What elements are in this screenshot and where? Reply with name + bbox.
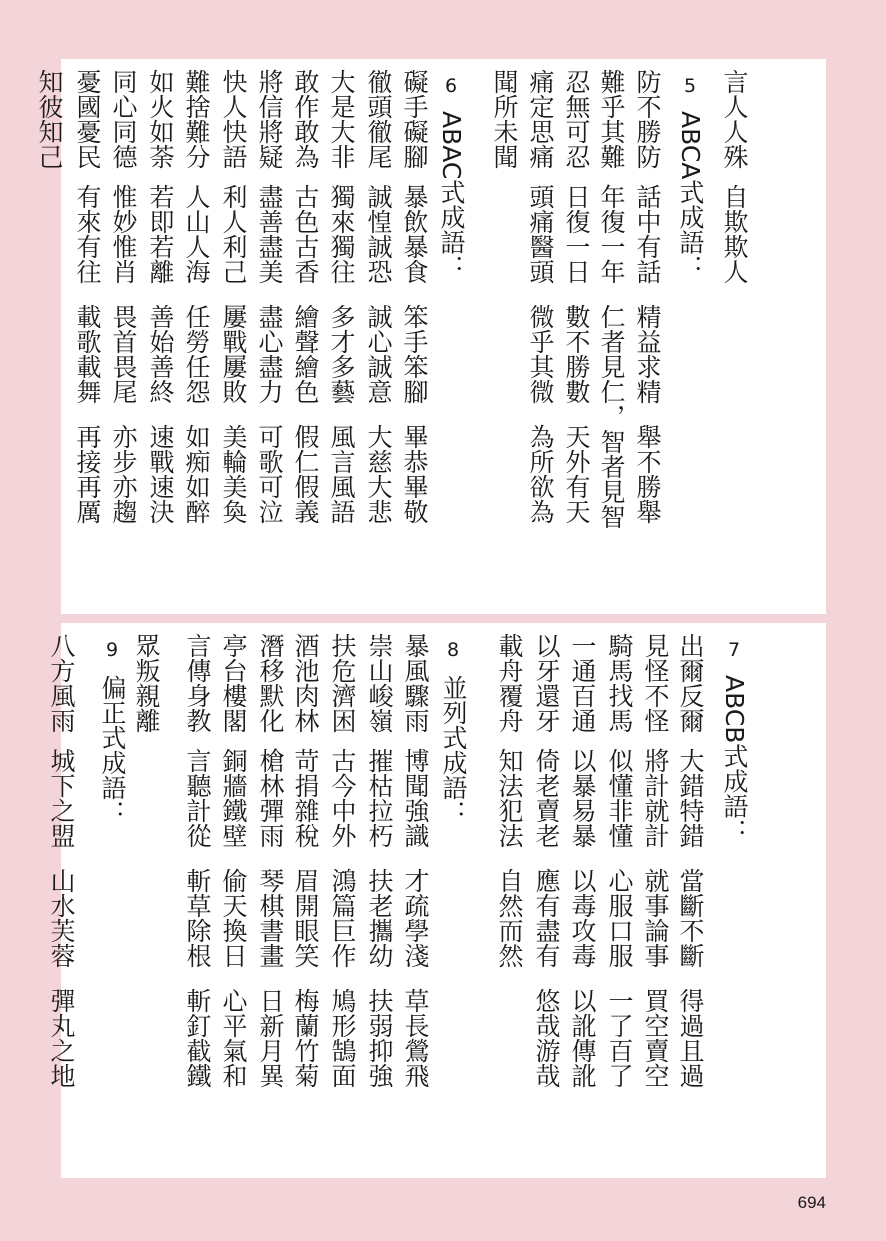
idiom: 日復一日: [562, 184, 591, 284]
idiom: 琴棋書畫: [256, 868, 285, 968]
idiom: 言人人殊: [720, 69, 749, 169]
idiom: 速戰速決: [146, 424, 175, 524]
idiom: 出爾反爾: [676, 633, 705, 733]
top-panel: [35, 59, 826, 614]
idiom: 日新月異: [256, 988, 285, 1088]
idiom: 古色古香: [291, 184, 320, 284]
idiom: 惟妙惟肖: [109, 184, 138, 284]
idiom: 博聞強識: [401, 748, 430, 848]
idiom: 人山人海: [182, 184, 211, 284]
idiom: 年復一年: [597, 184, 626, 284]
section-title: ABCB式成語：: [720, 675, 749, 844]
idiom: 言聽計從: [183, 748, 212, 848]
idiom: 銅牆鐵壁: [219, 748, 248, 848]
idiom: 假仁假義: [291, 424, 320, 524]
idiom: 若即若離: [146, 184, 175, 284]
idiom: 買空賣空: [641, 988, 670, 1088]
idiom: 鴻篇巨作: [328, 868, 357, 968]
idiom: 將計就計: [641, 748, 670, 848]
idiom: 盡心盡力: [255, 304, 284, 404]
idiom: 見怪不怪: [641, 633, 670, 733]
idiom: 以牙還牙: [532, 633, 561, 733]
idiom: 得過且過: [676, 988, 705, 1088]
idiom: 扶弱抑強: [365, 988, 394, 1088]
section-number: 9: [105, 639, 119, 661]
idiom: 頭痛醫頭: [526, 184, 555, 284]
idiom: 如痴如醉: [182, 424, 211, 524]
idiom: 聞所未聞: [490, 69, 519, 169]
idiom: 以訛傳訛: [568, 988, 597, 1088]
idiom: 山水芙蓉: [47, 868, 76, 968]
idiom: 載歌載舞: [73, 304, 102, 404]
idiom: 大錯特錯: [676, 748, 705, 848]
idiom: 眾叛親離: [132, 633, 161, 733]
idiom: 心平氣和: [219, 988, 248, 1088]
idiom: 彈丸之地: [47, 988, 76, 1088]
section-number: 6: [444, 75, 458, 97]
idiom: 才疏學淺: [401, 868, 430, 968]
idiom: 徹頭徹尾: [364, 69, 393, 169]
idiom: 防不勝防: [633, 69, 662, 169]
idiom: 亭台樓閣: [219, 633, 248, 733]
idiom: 礙手礙腳: [400, 69, 429, 169]
idiom: 將信將疑: [255, 69, 284, 169]
idiom: 繪聲繪色: [291, 304, 320, 404]
section-number: 7: [727, 639, 741, 661]
idiom: 潛移默化: [256, 633, 285, 733]
idiom: 善始善終: [146, 304, 175, 404]
idiom: 斬釘截鐵: [183, 988, 212, 1088]
idiom: 精益求精: [633, 304, 662, 404]
section-title: ABAC式成語：: [437, 111, 466, 280]
idiom: 笨手笨腳: [400, 304, 429, 404]
idiom: 多才多藝: [327, 304, 356, 404]
idiom: 草長鶯飛: [401, 988, 430, 1088]
idiom: 暴飲暴食: [400, 184, 429, 284]
idiom: 美輪美奐: [219, 424, 248, 524]
idiom: 鳩形鵠面: [328, 988, 357, 1088]
idiom: 知法犯法: [495, 748, 524, 848]
idiom: 盡善盡美: [255, 184, 284, 284]
idiom: 憂國憂民: [73, 69, 102, 169]
idiom: 悠哉游哉: [532, 988, 561, 1088]
idiom: 載舟覆舟: [495, 633, 524, 733]
idiom: 利人利己: [219, 184, 248, 284]
bottom-section-heading-7: [717, 633, 751, 843]
idiom: 梅蘭竹菊: [291, 988, 320, 1088]
idiom: 斬草除根: [183, 868, 212, 968]
idiom: 一了百了: [605, 988, 634, 1088]
idiom: 當斷不斷: [676, 868, 705, 968]
section-title: 並列式成語：: [439, 675, 468, 825]
idiom: 知彼知己: [35, 69, 64, 169]
idiom: 槍林彈雨: [256, 748, 285, 848]
idiom: 酒池肉林: [291, 633, 320, 733]
idiom: 騎馬找馬: [605, 633, 634, 733]
idiom: 扶老攜幼: [365, 868, 394, 968]
idiom: 應有盡有: [532, 868, 561, 968]
section-title: 偏正式成語：: [98, 675, 127, 825]
idiom: 難乎其難: [597, 69, 626, 169]
idiom: 苛捐雜稅: [291, 748, 320, 848]
idiom: 偷天換日: [219, 868, 248, 968]
idiom: 古今中外: [328, 748, 357, 848]
top-section-heading-5: [673, 69, 707, 279]
idiom: 眉開眼笑: [291, 868, 320, 968]
idiom: 微乎其微: [526, 304, 555, 404]
idiom: 心服口服: [605, 868, 634, 968]
idiom: 誠惶誠恐: [364, 184, 393, 284]
idiom: 話中有話: [633, 184, 662, 284]
idiom: 天外有天: [562, 424, 591, 524]
idiom: 摧枯拉朽: [365, 748, 394, 848]
idiom: 可歌可泣: [255, 424, 284, 524]
idiom: 自欺欺人: [720, 184, 749, 284]
idiom: 為所欲為: [526, 424, 555, 524]
idiom: 一通百通: [568, 633, 597, 733]
idiom: 忍無可忍: [562, 69, 591, 169]
idiom: 仁者見仁，智者見智: [597, 304, 626, 529]
section-title: ABCA式成語：: [676, 111, 705, 280]
idiom: 城下之盟: [47, 748, 76, 848]
idiom: 以毒攻毒: [568, 868, 597, 968]
idiom: 亦步亦趨: [109, 424, 138, 524]
idiom: 敢作敢為: [291, 69, 320, 169]
idiom: 似懂非懂: [605, 748, 634, 848]
idiom: 任勞任怨: [182, 304, 211, 404]
bottom-panel: [47, 623, 826, 1178]
bottom-section-heading-9: [95, 633, 129, 825]
idiom: 再接再厲: [73, 424, 102, 524]
idiom: 痛定思痛: [526, 69, 555, 169]
idiom: 大慈大悲: [364, 424, 393, 524]
idiom: 獨來獨往: [327, 184, 356, 284]
idiom: 八方風雨: [47, 633, 76, 733]
top-section-heading-6: [434, 69, 468, 279]
idiom: 就事論事: [641, 868, 670, 968]
idiom: 大是大非: [327, 69, 356, 169]
idiom: 倚老賣老: [532, 748, 561, 848]
idiom: 有來有往: [73, 184, 102, 284]
idiom: 難捨難分: [182, 69, 211, 169]
idiom: 誠心誠意: [364, 304, 393, 404]
idiom: 言傳身教: [183, 633, 212, 733]
idiom: 快人快語: [219, 69, 248, 169]
idiom: 同心同德: [109, 69, 138, 169]
bottom-section-heading-8: [436, 633, 470, 825]
idiom: 崇山峻嶺: [365, 633, 394, 733]
idiom: 暴風驟雨: [401, 633, 430, 733]
idiom: 屢戰屢敗: [219, 304, 248, 404]
idiom: 數不勝數: [562, 304, 591, 404]
idiom: 扶危濟困: [328, 633, 357, 733]
idiom: 風言風語: [327, 424, 356, 524]
page-number: 694: [797, 1193, 826, 1212]
idiom: 畏首畏尾: [109, 304, 138, 404]
idiom: 以暴易暴: [568, 748, 597, 848]
idiom: 自然而然: [495, 868, 524, 968]
section-number: 5: [683, 75, 697, 97]
idiom: 舉不勝舉: [633, 424, 662, 524]
idiom: 畢恭畢敬: [400, 424, 429, 524]
idiom: 如火如荼: [146, 69, 175, 169]
section-number: 8: [446, 639, 460, 661]
